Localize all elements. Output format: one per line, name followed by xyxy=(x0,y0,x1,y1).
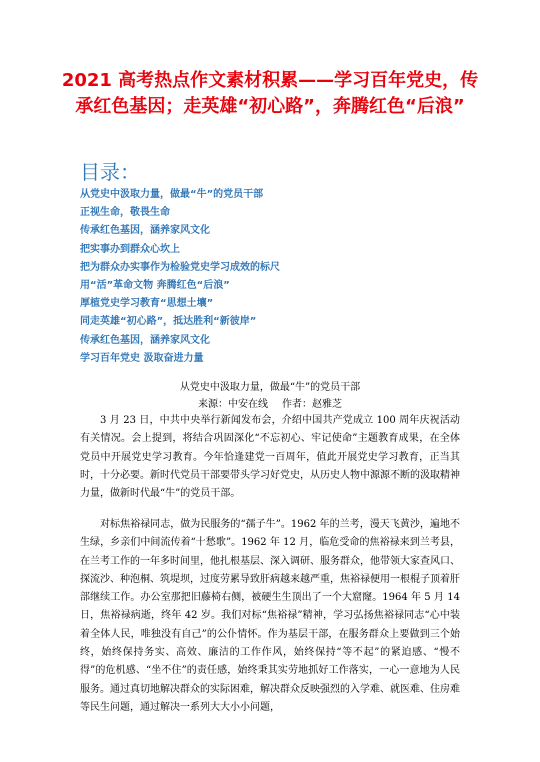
article-title: 从党史中汲取力量，做最“牛”的党员干部 xyxy=(179,382,361,393)
toc-item[interactable]: 同走英雄“初心路”，抵达胜利“新彼岸” xyxy=(80,316,257,328)
toc-item[interactable]: 用“活”革命文物 奔腾红色“后浪” xyxy=(80,280,230,292)
toc-item[interactable]: 传承红色基因，涵养家风文化 xyxy=(80,225,210,237)
toc-item[interactable]: 传承红色基因，涵养家风文化 xyxy=(80,334,210,346)
toc-item[interactable]: 正视生命，敬畏生命 xyxy=(80,207,170,219)
article-source: 来源：中安在线 xyxy=(198,399,268,410)
article-byline xyxy=(0,397,540,413)
toc-item[interactable]: 把为群众办实事作为检验党史学习成效的标尺 xyxy=(80,261,280,273)
toc-list xyxy=(80,186,280,368)
toc-item[interactable]: 从党史中汲取力量，做最“牛”的党员干部 xyxy=(80,189,264,200)
article-author: 作者：赵雅芝 xyxy=(282,399,342,410)
article-paragraph: 3 月 23 日，中共中央举行新闻发布会，介绍中国共产党成立 100 周年庆祝活动有关情况。会上提到，将结合巩固深化“不忘初心、牢记使命”主题教育成果，在全体党员中开展党史学习教育。今年恰逢建党一百周年，值此开展党史学习教育，正当其时，十分必要。新时代党员干部要带头学习好党史，从历史人物中源源不断的汲取精神力量，做新时代最“牛”的党员干部。 xyxy=(80,415,460,500)
article-paragraph: 对标焦裕禄同志，做为民服务的“孺子牛”。1962 年的兰考，漫天飞黄沙，遍地不生绿，乡亲们中间流传着“十愁歌”。1962 年 12 月，临危受命的焦裕禄来到兰考县，在兰考工作的一年多时间里，他扎根基层、深入调研、服务群众，他带领大家查风口、探流沙、种泡桐、筑堤坝，过度劳累导致肝病越来越严重，焦裕禄便用一根棍子顶着肝部继续工作。办公室那把旧藤椅右侧，被硬生生顶出了一个大窟窿。1964 年 5 月 14 日，焦裕禄病逝，终年 42 岁。我们对标“焦裕禄”精神，学习弘扬焦裕禄同志“心中装着全体人民，唯独没有自己”的公仆情怀。作为基层干部，在服务群众上要做到三个始终，始终保持务实、高效、廉洁的工作作风，始终保持“等不起”的紧迫感、“慢不得”的危机感、“坐不住”的责任感，始终秉其实劳地抓好工作落实，一心一意地为人民服务。通过真切地解决群众的实际困难，解决群众反映强烈的入学难、就医难、住房难等民生问题，通过解决一系列大大小小问题， xyxy=(80,519,460,713)
document-title: 2021 高考热点作文素材积累——学习百年党史，传承红色基因；走英雄“初心路”，奔腾红色“后浪” xyxy=(61,70,479,117)
toc-item[interactable]: 把实事办到群众心坎上 xyxy=(80,243,180,255)
toc-item[interactable]: 厚植党史学习教育“思想土壤” xyxy=(80,298,214,310)
toc-heading: 目录： xyxy=(80,160,140,184)
toc-item[interactable]: 学习百年党史 汲取奋进力量 xyxy=(80,352,204,364)
